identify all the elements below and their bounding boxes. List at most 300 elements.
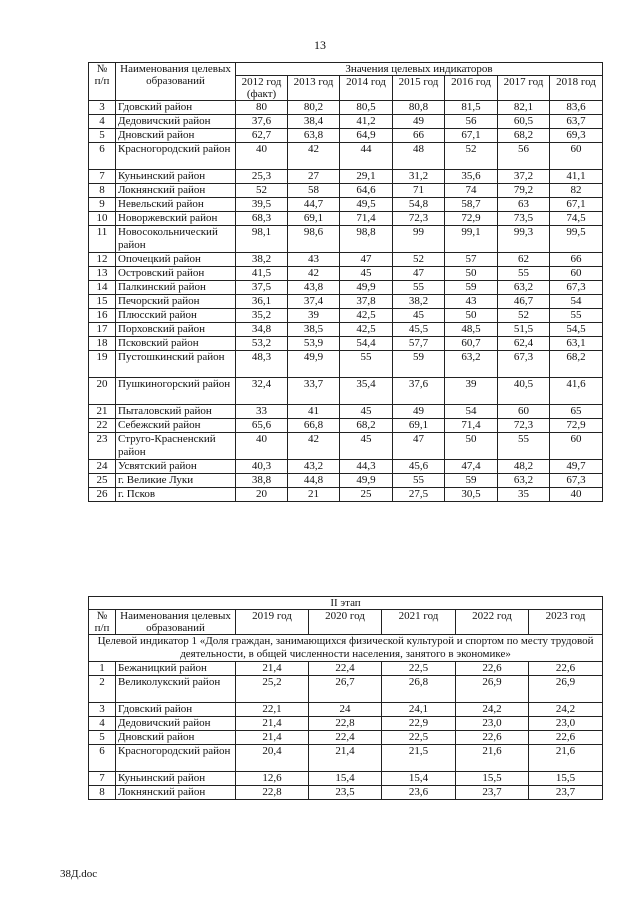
indicator-title: Целевой индикатор 1 «Доля граждан, занимающихся физической культурой и спортом по месту трудовой деятельности, в общей численности населения, занятого в экономике» <box>89 635 603 662</box>
indicator-value: 41,2 <box>340 115 393 129</box>
row-number: 1 <box>89 662 116 676</box>
district-name: Гдовский район <box>116 703 236 717</box>
indicator-value: 22,1 <box>236 703 309 717</box>
indicator-value: 35 <box>498 488 550 502</box>
indicator-value: 32,4 <box>236 378 288 405</box>
indicator-value: 60,5 <box>498 115 550 129</box>
indicator-value: 69,3 <box>550 129 603 143</box>
indicator-value: 41,5 <box>236 267 288 281</box>
indicator-value: 47 <box>393 267 445 281</box>
table-row <box>89 198 603 212</box>
district-name: Пушкиногорский район <box>116 378 236 405</box>
row-number: 8 <box>89 184 116 198</box>
indicator-value: 80,2 <box>288 101 340 115</box>
row-number: 6 <box>89 745 116 772</box>
indicator-value: 53,9 <box>288 337 340 351</box>
row-number: 26 <box>89 488 116 502</box>
indicator-value: 98,8 <box>340 226 393 253</box>
indicator-value: 98,6 <box>288 226 340 253</box>
table-row <box>89 460 603 474</box>
indicator-value: 63,2 <box>445 351 498 378</box>
indicator-value: 55 <box>550 309 603 323</box>
indicator-value: 43 <box>288 253 340 267</box>
indicator-value: 49,5 <box>340 198 393 212</box>
indicator-value: 74 <box>445 184 498 198</box>
row-number: 8 <box>89 786 116 800</box>
indicator-value: 43,8 <box>288 281 340 295</box>
indicator-value: 49,9 <box>288 351 340 378</box>
year-header: 2017 год <box>498 76 550 101</box>
indicator-value: 26,7 <box>309 676 382 703</box>
file-name-footer: 38Д.doc <box>60 868 98 880</box>
indicator-value: 55 <box>498 267 550 281</box>
row-number: 7 <box>89 772 116 786</box>
indicator-value: 38,4 <box>288 115 340 129</box>
indicator-value: 45,5 <box>393 323 445 337</box>
indicator-value: 57 <box>445 253 498 267</box>
year-header: 2023 год <box>529 610 603 635</box>
indicator-value: 24 <box>309 703 382 717</box>
indicator-value: 54,8 <box>393 198 445 212</box>
indicator-value: 80,5 <box>340 101 393 115</box>
table-row <box>89 101 603 115</box>
indicator-value: 68,2 <box>550 351 603 378</box>
indicator-value: 68,2 <box>340 419 393 433</box>
indicator-value: 52 <box>445 143 498 170</box>
indicator-value: 20 <box>236 488 288 502</box>
indicators-table-stage1 <box>88 62 603 502</box>
indicator-value: 39 <box>445 378 498 405</box>
indicator-value: 26,9 <box>529 676 603 703</box>
indicator-value: 40,3 <box>236 460 288 474</box>
indicator-value: 59 <box>393 351 445 378</box>
year-header: 2016 год <box>445 76 498 101</box>
table-row <box>89 212 603 226</box>
row-number: 23 <box>89 433 116 460</box>
group-header-values: Значения целевых индикаторов <box>236 63 603 76</box>
district-name: г. Великие Луки <box>116 474 236 488</box>
indicator-value: 67,3 <box>498 351 550 378</box>
indicator-value: 50 <box>445 433 498 460</box>
indicator-value: 63,7 <box>550 115 603 129</box>
indicator-value: 63,2 <box>498 281 550 295</box>
indicator-value: 81,5 <box>445 101 498 115</box>
indicator-value: 55 <box>393 281 445 295</box>
indicator-value: 22,6 <box>529 731 603 745</box>
indicator-value: 58 <box>288 184 340 198</box>
indicator-value: 64,6 <box>340 184 393 198</box>
district-name: Куньинский район <box>116 772 236 786</box>
indicator-value: 49 <box>393 405 445 419</box>
column-header-name: Наименования целевых образований <box>116 610 236 635</box>
row-number: 10 <box>89 212 116 226</box>
indicator-value: 60 <box>550 433 603 460</box>
indicator-value: 22,6 <box>456 731 529 745</box>
district-name: Бежаницкий район <box>116 662 236 676</box>
district-name: Дедовичский район <box>116 717 236 731</box>
indicator-value: 43,2 <box>288 460 340 474</box>
stage-header: II этап <box>89 597 603 610</box>
district-name: г. Псков <box>116 488 236 502</box>
district-name: Красногородский район <box>116 143 236 170</box>
indicator-value: 12,6 <box>236 772 309 786</box>
table-row <box>89 337 603 351</box>
indicator-value: 26,8 <box>382 676 456 703</box>
row-number: 20 <box>89 378 116 405</box>
indicator-value: 55 <box>340 351 393 378</box>
indicator-value: 23,0 <box>456 717 529 731</box>
indicator-value: 21 <box>288 488 340 502</box>
district-name: Плюсский район <box>116 309 236 323</box>
indicator-value: 68,3 <box>236 212 288 226</box>
indicator-value: 50 <box>445 309 498 323</box>
indicator-value: 25,3 <box>236 170 288 184</box>
table-row <box>89 772 603 786</box>
row-number: 9 <box>89 198 116 212</box>
column-header-number: № п/п <box>89 63 116 101</box>
row-number: 7 <box>89 170 116 184</box>
indicator-value: 40,5 <box>498 378 550 405</box>
indicator-value: 43 <box>445 295 498 309</box>
indicator-value: 21,4 <box>236 731 309 745</box>
indicator-value: 36,1 <box>236 295 288 309</box>
page-number: 13 <box>314 38 326 52</box>
district-name: Пыталовский район <box>116 405 236 419</box>
district-name: Себежский район <box>116 419 236 433</box>
table-row <box>89 662 603 676</box>
indicator-value: 54,5 <box>550 323 603 337</box>
indicator-value: 80,8 <box>393 101 445 115</box>
indicator-value: 42 <box>288 143 340 170</box>
indicator-value: 34,8 <box>236 323 288 337</box>
indicator-value: 22,6 <box>529 662 603 676</box>
indicator-value: 67,1 <box>550 198 603 212</box>
indicator-value: 33 <box>236 405 288 419</box>
indicator-value: 60 <box>498 405 550 419</box>
table-row <box>89 703 603 717</box>
column-header-name: Наименования целевых образований <box>116 63 236 101</box>
district-name: Локнянский район <box>116 786 236 800</box>
indicator-value: 22,4 <box>309 662 382 676</box>
table-row <box>89 281 603 295</box>
indicator-value: 42 <box>288 433 340 460</box>
indicator-value: 59 <box>445 281 498 295</box>
table-row <box>89 745 603 772</box>
indicator-value: 82 <box>550 184 603 198</box>
indicator-value: 23,7 <box>529 786 603 800</box>
district-name: Печорский район <box>116 295 236 309</box>
indicator-value: 23,6 <box>382 786 456 800</box>
indicator-value: 60 <box>550 143 603 170</box>
indicator-value: 64,9 <box>340 129 393 143</box>
table-row <box>89 419 603 433</box>
indicator-value: 48 <box>393 143 445 170</box>
indicator-value: 54 <box>550 295 603 309</box>
row-number: 2 <box>89 676 116 703</box>
indicator-value: 42,5 <box>340 323 393 337</box>
indicator-value: 41,6 <box>550 378 603 405</box>
indicator-value: 23,0 <box>529 717 603 731</box>
indicator-value: 60,7 <box>445 337 498 351</box>
district-name: Струго-Красненский район <box>116 433 236 460</box>
indicator-value: 62,4 <box>498 337 550 351</box>
indicator-value: 82,1 <box>498 101 550 115</box>
indicator-value: 45,6 <box>393 460 445 474</box>
district-name: Опочецкий район <box>116 253 236 267</box>
indicator-value: 72,9 <box>550 419 603 433</box>
indicator-value: 71,4 <box>340 212 393 226</box>
indicator-value: 99,3 <box>498 226 550 253</box>
row-number: 5 <box>89 129 116 143</box>
indicator-value: 45 <box>340 267 393 281</box>
indicator-value: 22,9 <box>382 717 456 731</box>
indicator-value: 37,4 <box>288 295 340 309</box>
indicator-value: 21,6 <box>529 745 603 772</box>
table-row <box>89 267 603 281</box>
row-number: 3 <box>89 101 116 115</box>
district-name: Куньинский район <box>116 170 236 184</box>
table-row <box>89 295 603 309</box>
row-number: 4 <box>89 115 116 129</box>
indicator-value: 22,8 <box>236 786 309 800</box>
indicator-value: 62 <box>498 253 550 267</box>
table-row <box>89 184 603 198</box>
year-header: 2012 год (факт) <box>236 76 288 101</box>
indicator-value: 26,9 <box>456 676 529 703</box>
indicator-value: 22,5 <box>382 662 456 676</box>
indicator-value: 35,2 <box>236 309 288 323</box>
indicator-value: 44,8 <box>288 474 340 488</box>
district-name: Гдовский район <box>116 101 236 115</box>
year-header: 2022 год <box>456 610 529 635</box>
indicator-value: 98,1 <box>236 226 288 253</box>
table-row <box>89 253 603 267</box>
district-name: Порховский район <box>116 323 236 337</box>
indicator-value: 72,3 <box>393 212 445 226</box>
table-row <box>89 226 603 253</box>
indicator-value: 15,4 <box>382 772 456 786</box>
indicator-value: 79,2 <box>498 184 550 198</box>
indicator-value: 72,9 <box>445 212 498 226</box>
indicator-value: 38,5 <box>288 323 340 337</box>
table-row <box>89 378 603 405</box>
indicator-value: 21,4 <box>309 745 382 772</box>
indicator-value: 52 <box>498 309 550 323</box>
indicator-value: 66 <box>393 129 445 143</box>
table-row <box>89 170 603 184</box>
row-number: 13 <box>89 267 116 281</box>
row-number: 4 <box>89 717 116 731</box>
indicator-value: 47 <box>340 253 393 267</box>
district-name: Дновский район <box>116 129 236 143</box>
indicator-value: 45 <box>340 405 393 419</box>
indicator-value: 38,2 <box>236 253 288 267</box>
column-header-number: № п/п <box>89 610 116 635</box>
district-name: Островский район <box>116 267 236 281</box>
indicator-value: 15,5 <box>529 772 603 786</box>
district-name: Локнянский район <box>116 184 236 198</box>
indicator-value: 59 <box>445 474 498 488</box>
indicator-value: 23,7 <box>456 786 529 800</box>
indicator-value: 44 <box>340 143 393 170</box>
indicator-value: 22,8 <box>309 717 382 731</box>
district-name: Дновский район <box>116 731 236 745</box>
indicator-value: 41 <box>288 405 340 419</box>
row-number: 16 <box>89 309 116 323</box>
table-row <box>89 433 603 460</box>
indicator-value: 71,4 <box>445 419 498 433</box>
indicator-value: 57,7 <box>393 337 445 351</box>
district-name: Псковский район <box>116 337 236 351</box>
district-name: Красногородский район <box>116 745 236 772</box>
indicator-value: 46,7 <box>498 295 550 309</box>
row-number: 18 <box>89 337 116 351</box>
row-number: 25 <box>89 474 116 488</box>
table-row <box>89 115 603 129</box>
indicator-value: 56 <box>445 115 498 129</box>
indicator-value: 27,5 <box>393 488 445 502</box>
row-number: 15 <box>89 295 116 309</box>
indicator-value: 21,5 <box>382 745 456 772</box>
indicator-value: 99,1 <box>445 226 498 253</box>
table-row <box>89 129 603 143</box>
indicator-value: 49,9 <box>340 474 393 488</box>
district-name: Новоржевский район <box>116 212 236 226</box>
table-row <box>89 351 603 378</box>
row-number: 14 <box>89 281 116 295</box>
indicator-value: 67,3 <box>550 281 603 295</box>
indicator-value: 48,2 <box>498 460 550 474</box>
indicator-value: 71 <box>393 184 445 198</box>
year-header: 2014 год <box>340 76 393 101</box>
table-row <box>89 474 603 488</box>
indicator-value: 58,7 <box>445 198 498 212</box>
indicator-value: 42 <box>288 267 340 281</box>
indicator-value: 47 <box>393 433 445 460</box>
indicator-value: 38,8 <box>236 474 288 488</box>
indicator-value: 69,1 <box>393 419 445 433</box>
table-row <box>89 717 603 731</box>
indicator-value: 62,7 <box>236 129 288 143</box>
indicator-value: 39,5 <box>236 198 288 212</box>
indicator-value: 22,4 <box>309 731 382 745</box>
table-row <box>89 488 603 502</box>
indicator-value: 24,1 <box>382 703 456 717</box>
indicator-value: 27 <box>288 170 340 184</box>
indicator-value: 20,4 <box>236 745 309 772</box>
indicator-value: 69,1 <box>288 212 340 226</box>
indicator-value: 37,5 <box>236 281 288 295</box>
indicator-value: 63,8 <box>288 129 340 143</box>
indicator-value: 15,4 <box>309 772 382 786</box>
row-number: 6 <box>89 143 116 170</box>
indicator-value: 33,7 <box>288 378 340 405</box>
indicator-value: 37,6 <box>393 378 445 405</box>
indicator-value: 48,3 <box>236 351 288 378</box>
indicator-value: 31,2 <box>393 170 445 184</box>
indicator-value: 80 <box>236 101 288 115</box>
indicator-value: 25,2 <box>236 676 309 703</box>
indicator-value: 22,6 <box>456 662 529 676</box>
table-row <box>89 323 603 337</box>
district-name: Великолукский район <box>116 676 236 703</box>
indicators-table-stage2 <box>88 596 603 800</box>
indicator-value: 65 <box>550 405 603 419</box>
indicator-value: 50 <box>445 267 498 281</box>
indicator-value: 40 <box>236 433 288 460</box>
indicator-value: 21,4 <box>236 717 309 731</box>
indicator-value: 60 <box>550 267 603 281</box>
indicator-value: 72,3 <box>498 419 550 433</box>
table-row <box>89 786 603 800</box>
indicator-value: 99 <box>393 226 445 253</box>
indicator-value: 68,2 <box>498 129 550 143</box>
table-row <box>89 731 603 745</box>
indicator-value: 67,1 <box>445 129 498 143</box>
year-header: 2019 год <box>236 610 309 635</box>
row-number: 17 <box>89 323 116 337</box>
indicator-value: 48,5 <box>445 323 498 337</box>
indicator-value: 47,4 <box>445 460 498 474</box>
row-number: 24 <box>89 460 116 474</box>
indicator-value: 44,7 <box>288 198 340 212</box>
indicator-value: 63 <box>498 198 550 212</box>
district-name: Палкинский район <box>116 281 236 295</box>
indicator-value: 25 <box>340 488 393 502</box>
indicator-value: 39 <box>288 309 340 323</box>
indicator-value: 37,2 <box>498 170 550 184</box>
year-header: 2013 год <box>288 76 340 101</box>
row-number: 19 <box>89 351 116 378</box>
indicator-value: 52 <box>393 253 445 267</box>
indicator-value: 54 <box>445 405 498 419</box>
indicator-value: 40 <box>550 488 603 502</box>
indicator-value: 73,5 <box>498 212 550 226</box>
year-header: 2020 год <box>309 610 382 635</box>
row-number: 22 <box>89 419 116 433</box>
indicator-value: 41,1 <box>550 170 603 184</box>
district-name: Пустошкинский район <box>116 351 236 378</box>
table-row <box>89 676 603 703</box>
indicator-value: 37,6 <box>236 115 288 129</box>
indicator-value: 35,6 <box>445 170 498 184</box>
indicator-value: 66,8 <box>288 419 340 433</box>
indicator-value: 24,2 <box>529 703 603 717</box>
indicator-value: 24,2 <box>456 703 529 717</box>
row-number: 3 <box>89 703 116 717</box>
indicator-value: 45 <box>393 309 445 323</box>
indicator-value: 65,6 <box>236 419 288 433</box>
indicator-value: 55 <box>498 433 550 460</box>
district-name: Новосокольнический район <box>116 226 236 253</box>
indicator-value: 40 <box>236 143 288 170</box>
indicator-value: 35,4 <box>340 378 393 405</box>
indicator-value: 42,5 <box>340 309 393 323</box>
indicator-value: 74,5 <box>550 212 603 226</box>
indicator-value: 23,5 <box>309 786 382 800</box>
year-header: 2015 год <box>393 76 445 101</box>
indicator-value: 56 <box>498 143 550 170</box>
year-header: 2021 год <box>382 610 456 635</box>
indicator-value: 29,1 <box>340 170 393 184</box>
indicator-value: 99,5 <box>550 226 603 253</box>
indicator-value: 49,7 <box>550 460 603 474</box>
indicator-value: 22,5 <box>382 731 456 745</box>
district-name: Дедовичский район <box>116 115 236 129</box>
district-name: Невельский район <box>116 198 236 212</box>
indicator-value: 67,3 <box>550 474 603 488</box>
year-header: 2018 год <box>550 76 603 101</box>
